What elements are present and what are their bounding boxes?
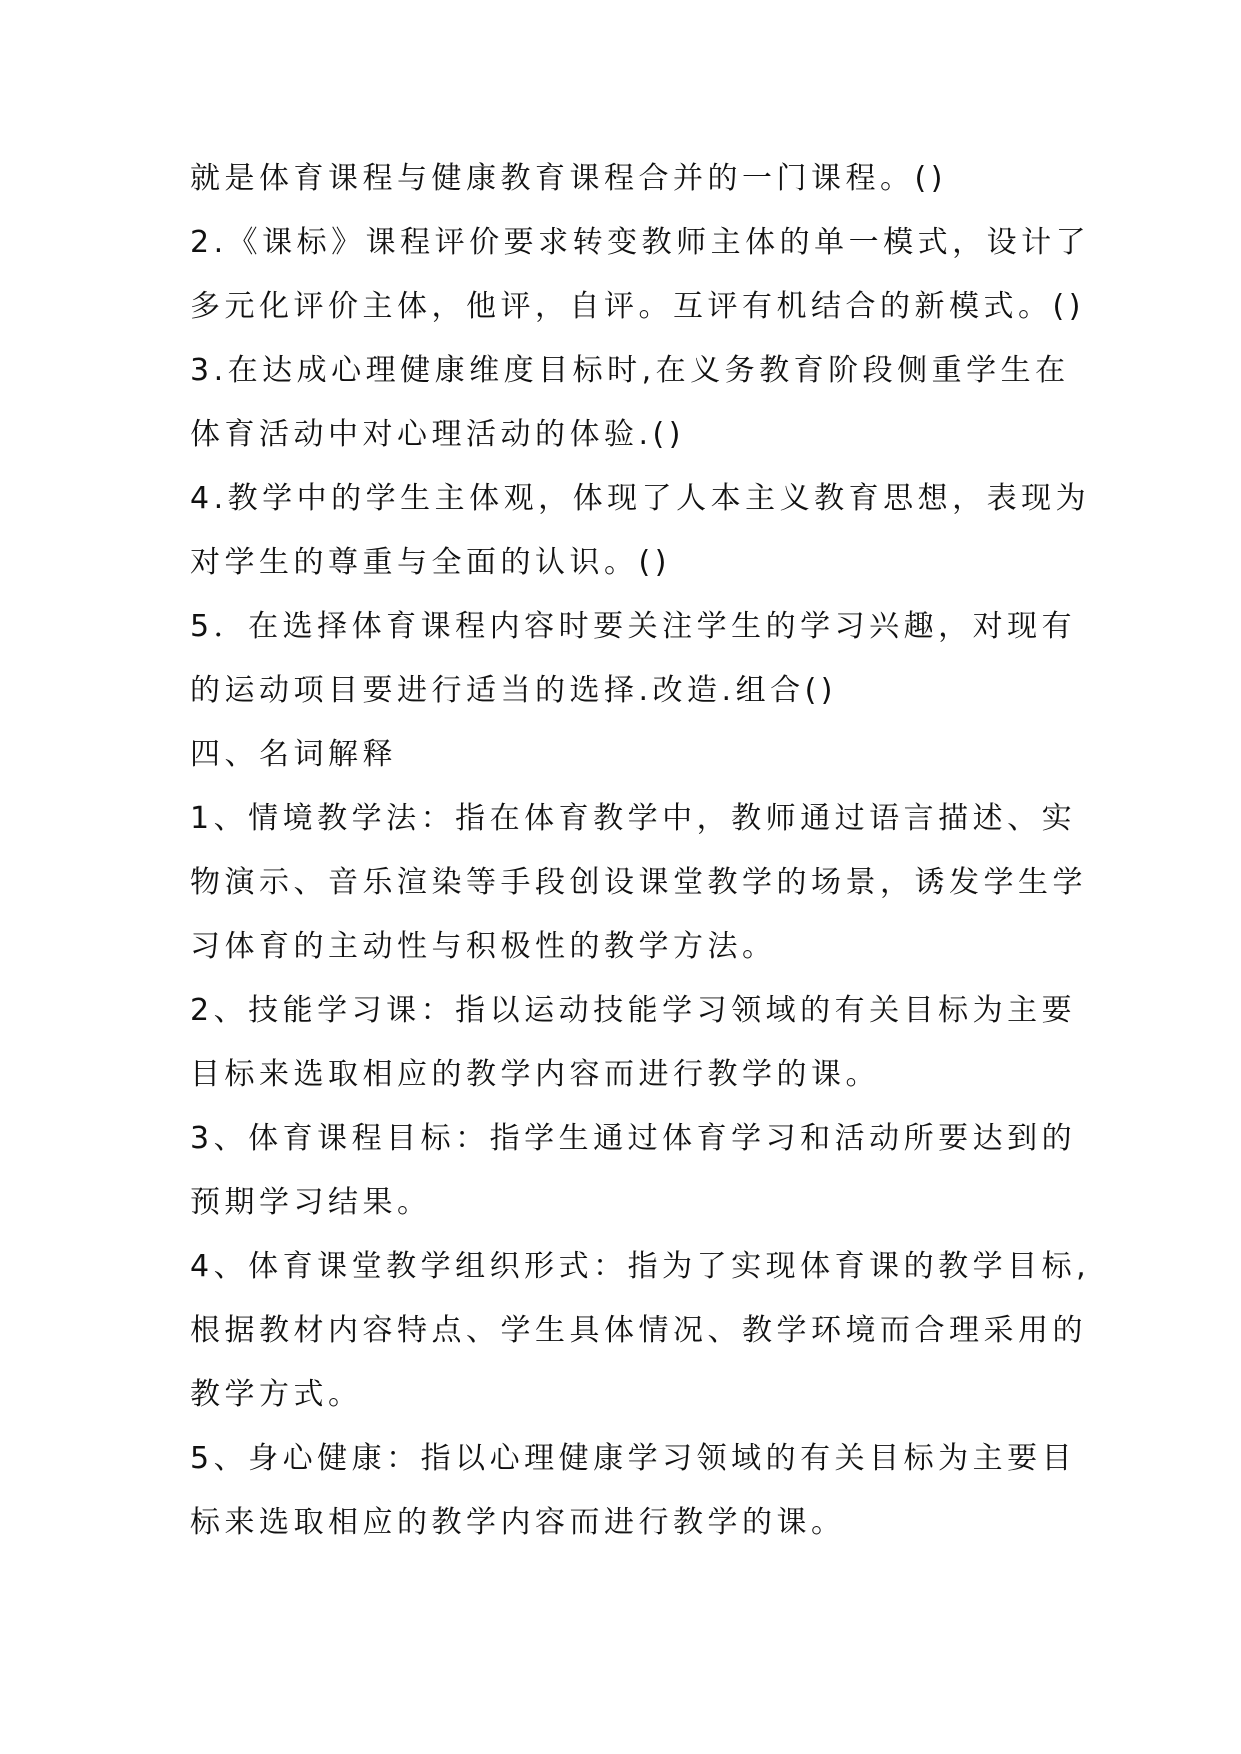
text-line: 就是体育课程与健康教育课程合并的一门课程。(): [190, 161, 947, 196]
text-line: 预期学习结果。: [190, 1185, 432, 1220]
text-line: 物演示、音乐渲染等手段创设课堂教学的场景，诱发学生学: [190, 865, 1087, 900]
text-line: 3、体育课程目标：指学生通过体育学习和活动所要达到的: [190, 1121, 1077, 1156]
text-line: 教学方式。: [190, 1377, 363, 1412]
text-line: 2.《课标》课程评价要求转变教师主体的单一模式，设计了: [190, 225, 1091, 260]
text-line: 根据教材内容特点、学生具体情况、教学环境而合理采用的: [190, 1313, 1087, 1348]
text-line: 标来选取相应的教学内容而进行教学的课。: [190, 1505, 846, 1540]
text-line: 5、身心健康：指以心理健康学习领域的有关目标为主要目: [190, 1441, 1077, 1476]
text-line: 3.在达成心理健康维度目标时,在义务教育阶段侧重学生在: [190, 353, 1070, 388]
text-line: 2、技能学习课：指以运动技能学习领域的有关目标为主要: [190, 993, 1077, 1028]
text-line: 对学生的尊重与全面的认识。(): [190, 545, 671, 580]
text-line: 4、体育课堂教学组织形式：指为了实现体育课的教学目标,: [190, 1249, 1091, 1284]
text-line: 1、情境教学法：指在体育教学中，教师通过语言描述、实: [190, 801, 1077, 836]
text-line: 体育活动中对心理活动的体验.(): [190, 417, 685, 452]
section-heading: 四、名词解释: [190, 737, 397, 772]
text-line: 习体育的主动性与积极性的教学方法。: [190, 929, 777, 964]
text-line: 5．在选择体育课程内容时要关注学生的学习兴趣，对现有: [190, 609, 1077, 644]
text-line: 多元化评价主体，他评，自评。互评有机结合的新模式。(): [190, 289, 1085, 324]
text-line: 的运动项目要进行适当的选择.改造.组合(): [190, 673, 837, 708]
text-line: 目标来选取相应的教学内容而进行教学的课。: [190, 1057, 880, 1092]
text-line: 4.教学中的学生主体观，体现了人本主义教育思想，表现为: [190, 481, 1091, 516]
